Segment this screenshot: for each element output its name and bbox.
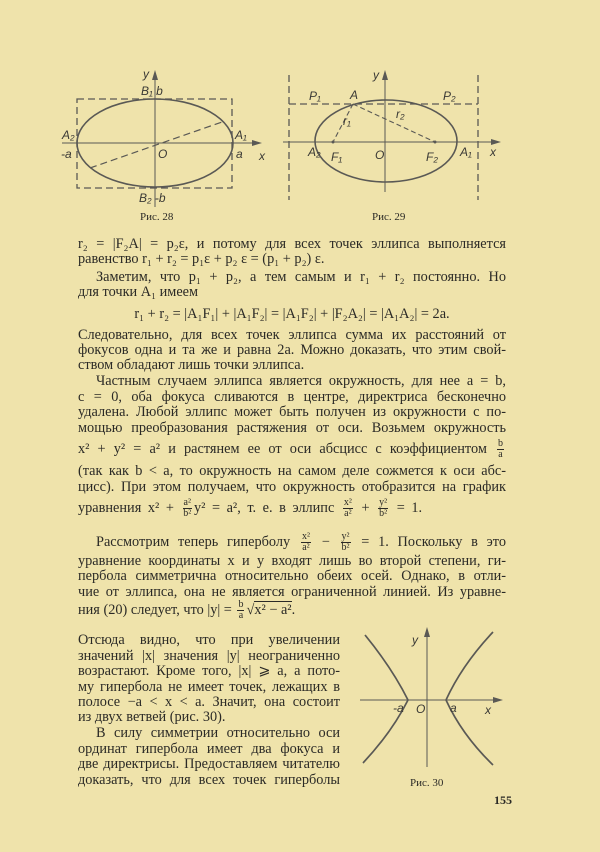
text-segment: . [291,601,296,618]
figure-28-caption: Рис. 28 [140,211,174,223]
fig28-label-o: O [158,147,168,161]
text-line: из двух ветвей (рис. 30). [78,709,226,725]
text-line: равенство r₁ + r₂ = p₁ε + p₂ ε = (p₁ + p₂) ε. [78,251,325,267]
numerator: x² [301,531,310,542]
text-line: (так как b < a, то окружность на самом деле сожмется к оси абс- [78,463,506,479]
denominator: b² [341,542,350,553]
fraction [341,532,351,553]
fig29-label-r1: r₁ [343,114,351,128]
formula: r₁ + r₂ = |A₁F₁| + |A₁F₂| = |A₁F₂| + |F₂A₂| = |A₁A₂| = 2a. [134,306,450,322]
fig29-label-a1: A₁ [460,145,472,159]
fraction [497,439,504,460]
text-segment: ния (20) следует, что |y| = [78,601,232,618]
text-line: значений |x| значения |y| неограниченно [78,648,340,664]
figure-30-caption: Рис. 30 [410,777,444,789]
text-line: две директрисы. Предоставляем читателю [78,756,340,772]
fig29-label-o: O [375,148,385,162]
text-line: В силу симметрии относительно оси [96,725,340,741]
numerator: y² [379,497,388,508]
text-line: Заметим, что p₁ + p₂, а тем самым и r₁ + r₂ постоянно. Но [96,269,506,285]
denominator: b² [379,508,388,519]
text-line: ством обладают лишь точки эллипса. [78,357,305,373]
fig29-label-f2: F₂ [426,150,438,164]
text-line [78,600,506,621]
text-line: возрастают. Кроме того, |x| ⩾ a, а пото- [78,663,340,679]
denominator: a² [302,542,310,553]
text-line: для точки A₁ имеем [78,284,199,300]
text-segment: + [361,499,370,516]
text-line: полосе −a < x < a. Значит, она состоит [78,694,340,710]
text-line: доказать, что для всех точек гиперболы [78,772,340,788]
fig28-label-a: a [236,147,243,161]
fig29-label-p1: P₁ [309,89,321,103]
fig30-label-minus-a: -a [393,701,404,715]
text-line: му гипербола не имеет точек, лежащих в [78,679,340,695]
fig28-label-b2: B₂ -b [139,191,166,205]
text-line: чие от эллипса, она не является ограниченной линией. Из уравне- [78,584,506,600]
fig28-label-a1: A₁ [235,128,247,142]
numerator: b [238,599,244,610]
text-segment: y² = a², т. е. в эллипс [193,499,335,516]
page-number: 155 [494,793,512,807]
fig30-label-a: a [450,701,457,715]
text-line: удалена. Любой эллипс может быть получен из окружности с по- [78,404,506,420]
fig30-label-y: y [412,633,418,647]
fig29-label-p2: P₂ [443,89,456,103]
text-line [78,438,506,460]
fig28-label-a2: A₂ [62,128,75,142]
text-line: мощью преобразования растяжения от оси. Возьмем окружность [78,420,506,436]
text-line: ординат гипербола имеет два фокуса и [78,741,340,757]
numerator: a² [183,497,191,508]
text-segment: = 1. Поскольку в это [361,533,507,550]
text-line: Отсюда видно, что при увеличении [78,632,340,648]
denominator: a [498,449,503,460]
fraction [301,532,311,553]
text-line: фокусов одна и та же и равна 2a. Можно доказать, что этим свой- [78,342,506,358]
fig29-label-a: A [350,88,359,102]
fig29-label-r2: r₂ [396,107,405,121]
fig30-label-o: O [416,702,426,716]
figure-29-caption: Рис. 29 [372,211,406,223]
fraction [237,600,244,621]
sqrt-radicand: x² − a² [254,601,292,618]
sqrt-sign: √ [246,601,255,618]
fig28-label-b1: B₁ b [141,84,163,98]
text-line: c = 0, оба фокуса сливаются в центре, директриса бесконечно [78,389,506,405]
text-segment: уравнения x² + [78,499,174,516]
numerator: y² [341,531,350,542]
fig30-label-x: x [485,703,491,717]
text-line: Частным случаем эллипса является окружность, для нее a = b, [96,373,506,389]
text-segment: − [321,533,330,550]
denominator: a [238,610,244,621]
fig29-label-f1: F₁ [331,150,343,164]
text-segment: = 1. [396,499,423,516]
fig28-label-x: x [259,149,265,163]
numerator: b [498,438,503,449]
text-line [78,531,507,553]
text-line: пербола симметрична относительно обеих осей. Однако, в отли- [78,568,506,584]
fig29-label-y: y [373,68,379,82]
fraction [378,498,388,519]
numerator: x² [343,497,352,508]
fraction [183,498,192,519]
text-line: r₂ = |F₂A| = p₂ε, и потому для всех точек эллипса выполняется [78,236,506,252]
text-segment: Рассмотрим теперь гиперболу [96,533,291,550]
fraction [343,498,353,519]
text-line [78,498,506,519]
denominator: a² [344,508,352,519]
fig28-label-y: y [143,67,149,81]
denominator: b² [183,508,192,519]
fig29-label-x: x [490,145,496,159]
figure-30-hyperbola [360,629,499,767]
text-line: цисс). При этом получаем, что окружность отобразится на график [78,479,506,495]
fig29-label-a2: A₂ [308,145,321,159]
text-line: Следовательно, для всех точек эллипса сумма их расстояний от [78,327,506,343]
text-segment: x² + y² = a² и растянем ее от оси абсцисс с коэффициентом [78,440,487,457]
fig28-label-minus-a: -a [61,147,72,161]
text-line: уравнение координаты x и y входят лишь во второй степени, ги- [78,553,506,569]
